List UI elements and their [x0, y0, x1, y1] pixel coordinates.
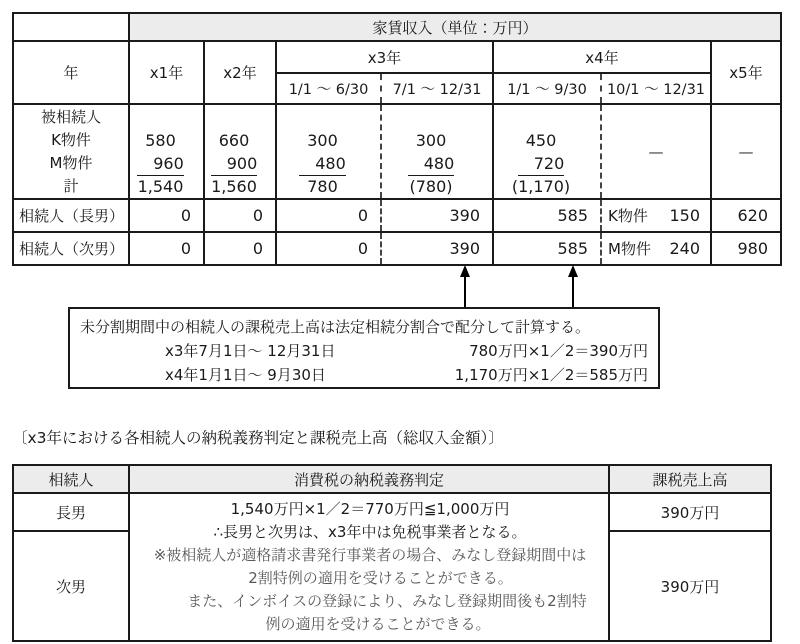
arrow-head-icon: [460, 265, 470, 277]
heir-eldest-label: 長男: [13, 493, 129, 531]
rent-income-table: [12, 12, 782, 266]
heir-second-label: 次男: [13, 531, 129, 641]
col-header-x5: x5年: [711, 41, 781, 104]
cell-second-x1: 0: [129, 232, 204, 265]
table-row-heir-eldest: [13, 199, 781, 232]
cell-second-x3-second: 390: [381, 232, 493, 265]
note-line-3: [80, 363, 648, 387]
cell-decedent-x3-first: 300 480 780: [276, 104, 381, 199]
row-label-heir-eldest: 相続人（長男）: [13, 199, 129, 232]
section-heading: 〔x3年における各相続人の納税義務判定と課税売上高（総収入金額）〕: [12, 429, 504, 447]
col-header-x3-second-half: 7/1 ～ 12/31: [381, 73, 493, 104]
arrow-shaft: [464, 277, 467, 307]
note-line-2: [80, 339, 648, 363]
decedent-label: 被相続人: [40, 108, 101, 126]
tax-judgment-table: [12, 464, 772, 642]
judgment-note-3: また、インボイスの登録により、みなし登録期間後も2割特: [187, 592, 587, 610]
col-header-judgment: 消費税の納税義務判定: [129, 465, 609, 493]
cell-second-x3-first: 0: [276, 232, 381, 265]
cell-decedent-x2: 660 900 1,560: [204, 104, 276, 199]
judgment-text-cell: [129, 493, 609, 641]
cell-second-x4-second: [601, 232, 711, 265]
col-header-x4-second-part: 10/1 ～ 12/31: [601, 73, 711, 104]
col-header-taxable-sales: 課税売上高: [609, 465, 771, 493]
property-value: 240: [669, 239, 700, 258]
cell-decedent-x1: 580 960 1,540: [129, 104, 204, 199]
cell-eldest-x4-second: [601, 199, 711, 232]
judgment-note-2: 2割特例の適用を受けることができる。: [248, 569, 513, 587]
property-name: K物件: [608, 207, 648, 225]
col-header-x4: x4年: [493, 41, 711, 73]
note-period: x3年7月1日～ 12月31日: [165, 342, 336, 360]
cell-decedent-x4-second: —: [601, 104, 711, 199]
col-header-x2: x2年: [204, 41, 276, 104]
row-label-decedent: [13, 104, 129, 199]
cell-second-x5: 980: [711, 232, 781, 265]
judgment-note-4: 例の適用を受けることができる。: [265, 615, 491, 633]
table-row-eldest: [13, 493, 771, 531]
col-header-x3: x3年: [276, 41, 493, 73]
cell-eldest-x2: 0: [204, 199, 276, 232]
second-taxable-sales: 390万円: [609, 531, 771, 641]
judgment-conclusion: ∴長男と次男は、x3年中は免税事業者となる。: [213, 523, 527, 541]
cell-eldest-x4-first: 585: [493, 199, 601, 232]
cell-eldest-x5: 620: [711, 199, 781, 232]
note-box: [68, 307, 660, 389]
property-m-label: M物件: [49, 154, 93, 172]
table-row-heir-second: [13, 232, 781, 265]
table-title: 家賃収入（単位：万円）: [129, 13, 781, 41]
cell-decedent-x3-second: 300 480 (780): [381, 104, 493, 199]
property-name: M物件: [608, 240, 651, 258]
cell-eldest-x3-first: 0: [276, 199, 381, 232]
arrow-head-icon: [568, 265, 578, 277]
judgment-calc: 1,540万円×1／2＝770万円≦1,000万円: [230, 500, 510, 518]
col-header-x1: x1年: [129, 41, 204, 104]
cell-decedent-x4-first: 450 720 (1,170): [493, 104, 601, 199]
note-period: x4年1月1日～ 9月30日: [165, 366, 326, 384]
note-line-1: 未分割期間中の相続人の課税売上高は法定相続分割合で配分して計算する。: [80, 318, 591, 336]
row-label-heir-second: 相続人（次男）: [13, 232, 129, 265]
cell-second-x2: 0: [204, 232, 276, 265]
col-header-x4-first-part: 1/1 ～ 9/30: [493, 73, 601, 104]
note-calc: 780万円×1／2＝390万円: [469, 342, 648, 360]
eldest-taxable-sales: 390万円: [609, 493, 771, 531]
table-row-decedent: [13, 104, 781, 199]
corner-cell: [13, 13, 129, 41]
col-header-x3-first-half: 1/1 ～ 6/30: [276, 73, 381, 104]
col-header-year: 年: [13, 41, 129, 104]
up-arrow-x3-second: [459, 265, 471, 307]
cell-decedent-x5: —: [711, 104, 781, 199]
cell-eldest-x1: 0: [129, 199, 204, 232]
arrow-shaft: [572, 277, 575, 307]
up-arrow-x4-first: [567, 265, 579, 307]
property-value: 150: [669, 206, 700, 225]
judgment-note-1: ※被相続人が適格請求書発行事業者の場合、みなし登録期間中は: [153, 546, 587, 564]
note-calc: 1,170万円×1／2＝585万円: [454, 366, 648, 384]
property-k-label: K物件: [51, 131, 91, 149]
col-header-heir: 相続人: [13, 465, 129, 493]
cell-eldest-x3-second: 390: [381, 199, 493, 232]
total-label: 計: [63, 177, 79, 195]
cell-second-x4-first: 585: [493, 232, 601, 265]
